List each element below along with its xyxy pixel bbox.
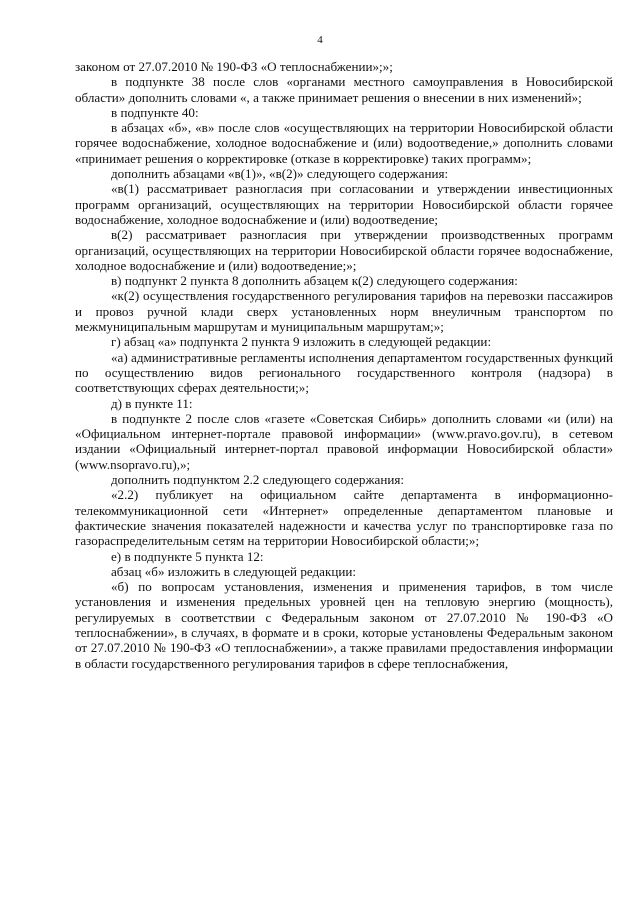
paragraph: «2.2) публикует на официальном сайте департамента в информационно-телекоммуникационной сети «Интернет» определенные департаментом плановые и фактические значения показателей надежности и качества услуг по транспортировке газа по газораспределительным сетям на территории Новосибирской области;»; — [75, 487, 613, 549]
paragraph: абзац «б» изложить в следующей редакции: — [111, 563, 357, 579]
paragraph: в(2) рассматривает разногласия при утверждении производственных программ организаций, осуществляющих на территории Новосибирской области горячее водоснабжение, холодное водоснабжение и (или) водоотведение;»; — [75, 227, 613, 273]
paragraph: д) в пункте 11: — [111, 395, 193, 411]
page-number: 4 — [317, 34, 323, 46]
paragraph: «в(1) рассматривает разногласия при согласовании и утверждении инвестиционных программ организаций, осуществляющих на территории Новосибирской области горячее водоснабжение, холодное водоснабжение и (или) водоотведение; — [75, 181, 613, 227]
paragraph: в подпункте 2 после слов «газете «Советская Сибирь» дополнить словами «и (или) на «Официальном интернет-портале правовой информации» (www.pravo.gov.ru), в сетевом издании «Официальный интернет-портал правовой информации Новосибирской области» (www.nsopravo.ru),»; — [75, 410, 613, 472]
paragraph: в абзацах «б», «в» после слов «осуществляющих на территории Новосибирской области горячее водоснабжение, холодное водоснабжение и (или) водоотведение,» дополнить словами «принимает решения о корректировке (отказе в корректировке) таких программ»; — [75, 120, 613, 166]
paragraph: в) подпункт 2 пункта 8 дополнить абзацем к(2) следующего содержания: — [111, 273, 518, 289]
paragraph: в подпункте 40: — [111, 104, 199, 120]
paragraph: дополнить подпунктом 2.2 следующего содержания: — [111, 472, 405, 488]
paragraph: в подпункте 38 после слов «органами местного самоуправления в Новосибирской области» дополнить словами «, а также принимает решения о внесении в них изменений»; — [75, 74, 613, 105]
paragraph: «к(2) осуществления государственного регулирования тарифов на перевозки пассажиров и провоз ручной клади сверх установленных норм внеуличным транспортом по межмуниципальным маршрутам и муниципальным маршрутам;»; — [75, 288, 613, 335]
paragraph: «б) по вопросам установления, изменения и применения тарифов, в том числе установления и изменения предельных уровней цен на тепловую энергию (мощность), регулируемых в соответствии с Федеральным законом от 27.07.2010 № 190-ФЗ «О теплоснабжении», в случаях, в формате и в сроки, которые установлены Федеральным законом от 27.07.2010 № 190-ФЗ «О теплоснабжении», а также правилами предоставления информации в области государственного регулирования тарифов в сфере теплоснабжения, — [75, 579, 613, 671]
paragraph: «а) административные регламенты исполнения департаментом государственных функций по осуществлению видов регионального государственного контроля (надзора) в соответствующих сферах деятельности;»; — [75, 349, 613, 396]
paragraph: законом от 27.07.2010 № 190-ФЗ «О теплоснабжении»;»; — [75, 59, 393, 74]
paragraph: г) абзац «а» подпункта 2 пункта 9 изложить в следующей редакции: — [111, 334, 492, 350]
paragraph: дополнить абзацами «в(1)», «в(2)» следующего содержания: — [111, 166, 449, 182]
paragraph: е) в подпункте 5 пункта 12: — [111, 548, 264, 564]
document-body — [75, 59, 613, 671]
